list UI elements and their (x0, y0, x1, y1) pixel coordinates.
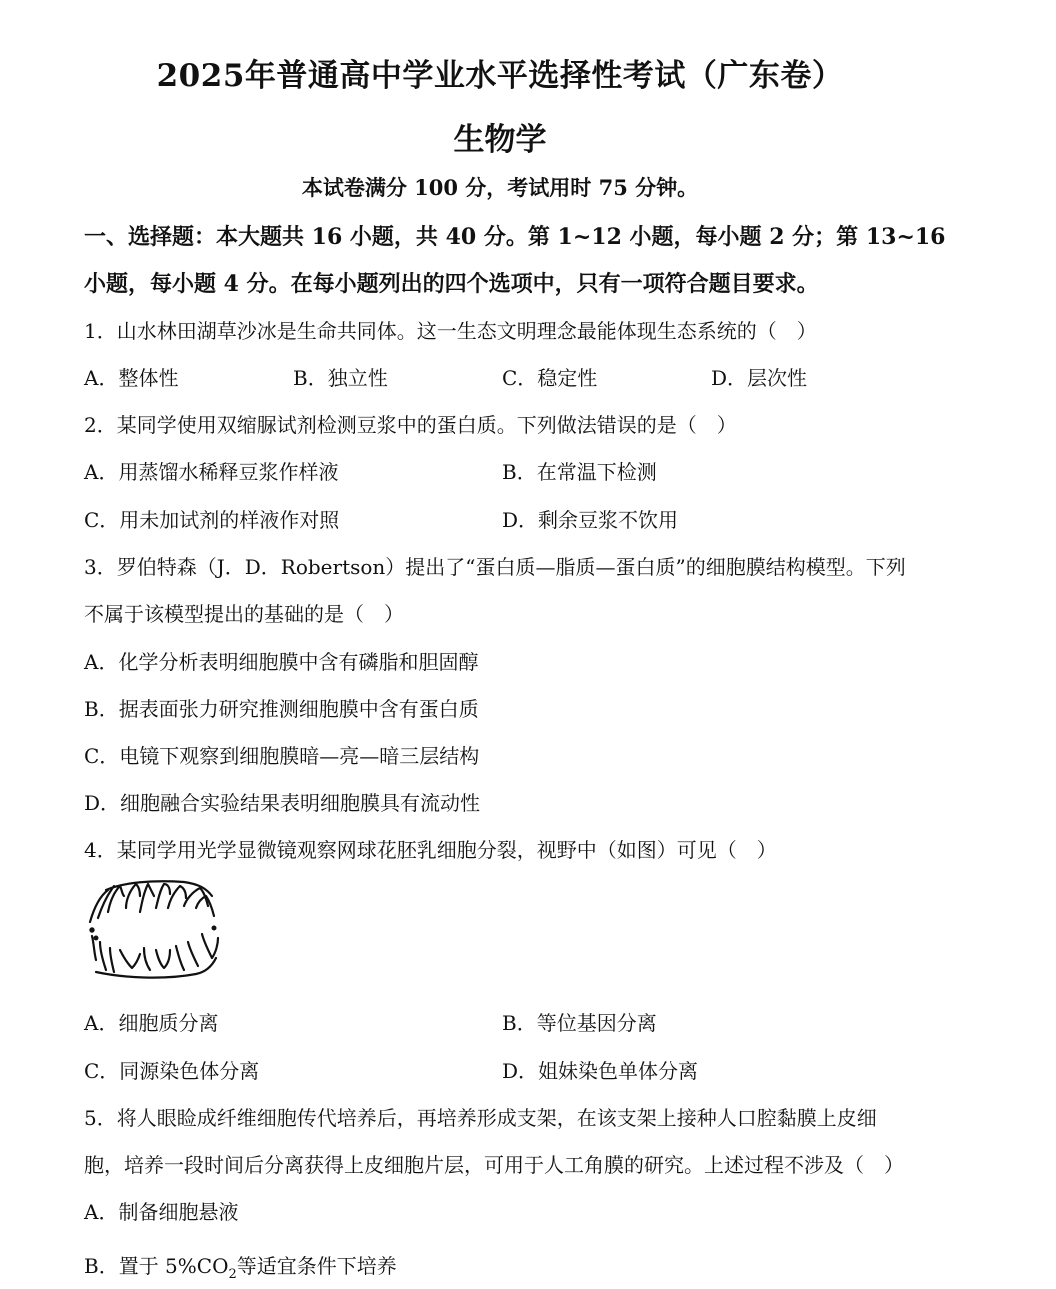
question-1-option-b: B．独立性 (293, 366, 388, 390)
question-3-option-d: D．细胞融合实验结果表明细胞膜具有流动性 (84, 791, 481, 815)
question-5-option-b-subscript: 2 (228, 1267, 237, 1282)
question-3-option-a: A．化学分析表明细胞膜中含有磷脂和胆固醇 (84, 650, 479, 674)
question-4-option-c: C．同源染色体分离 (84, 1059, 260, 1083)
question-5-option-b-prefix: B．置于 5%CO (84, 1254, 229, 1278)
exam-info: 本试卷满分 100 分，考试用时 75 分钟。 (301, 175, 699, 200)
section-instructions-line-1: 一、选择题：本大题共 16 小题，共 40 分。第 1~12 小题，每小题 2 分；第 13~16 (84, 224, 946, 250)
question-5-option-b-suffix: 等适宜条件下培养 (236, 1254, 397, 1278)
question-4-option-b: B．等位基因分离 (502, 1011, 657, 1035)
question-3-option-b: B．据表面张力研究推测细胞膜中含有蛋白质 (84, 697, 479, 721)
question-5-option-b (84, 1250, 397, 1282)
question-2-option-b: B．在常温下检测 (502, 460, 657, 484)
question-2-option-a: A．用蒸馏水稀释豆浆作样液 (84, 460, 339, 484)
question-5-option-a: A．制备细胞悬液 (84, 1200, 239, 1224)
question-3-stem-line-1: 3．罗伯特森（J．D．Robertson）提出了“蛋白质—脂质—蛋白质”的细胞膜结构模型。下列 (84, 555, 906, 579)
question-2-option-c: C．用未加试剂的样液作对照 (84, 508, 340, 532)
question-1-option-d: D．层次性 (711, 366, 808, 390)
question-3-stem-line-2: 不属于该模型提出的基础的是（ ） (84, 602, 404, 626)
subject-title: 生物学 (453, 122, 547, 158)
question-1-option-c: C．稳定性 (502, 366, 598, 390)
question-3-option-c: C．电镜下观察到细胞膜暗—亮—暗三层结构 (84, 744, 480, 768)
question-2-option-d: D．剩余豆浆不饮用 (502, 508, 679, 532)
question-2-stem: 2．某同学使用双缩脲试剂检测豆浆中的蛋白质。下列做法错误的是（ ） (84, 413, 737, 437)
question-5-stem-line-1: 5．将人眼睑成纤维细胞传代培养后，再培养形成支架，在该支架上接种人口腔黏膜上皮细 (84, 1106, 877, 1130)
exam-title: 2025年普通高中学业水平选择性考试（广东卷） (156, 58, 844, 94)
micrograph-figure (84, 878, 224, 982)
question-1-stem: 1．山水林田湖草沙冰是生命共同体。这一生态文明理念最能体现生态系统的（ ） (84, 319, 817, 343)
question-5-stem-line-2: 胞，培养一段时间后分离获得上皮细胞片层，可用于人工角膜的研究。上述过程不涉及（ ） (84, 1153, 904, 1177)
question-4-option-a: A．细胞质分离 (84, 1011, 219, 1035)
question-1-option-a: A．整体性 (84, 366, 179, 390)
question-4-option-d: D．姐妹染色单体分离 (502, 1059, 699, 1083)
section-instructions-line-2: 小题，每小题 4 分。在每小题列出的四个选项中，只有一项符合题目要求。 (84, 271, 819, 297)
question-4-stem: 4．某同学用光学显微镜观察网球花胚乳细胞分裂，视野中（如图）可见（ ） (84, 838, 777, 862)
